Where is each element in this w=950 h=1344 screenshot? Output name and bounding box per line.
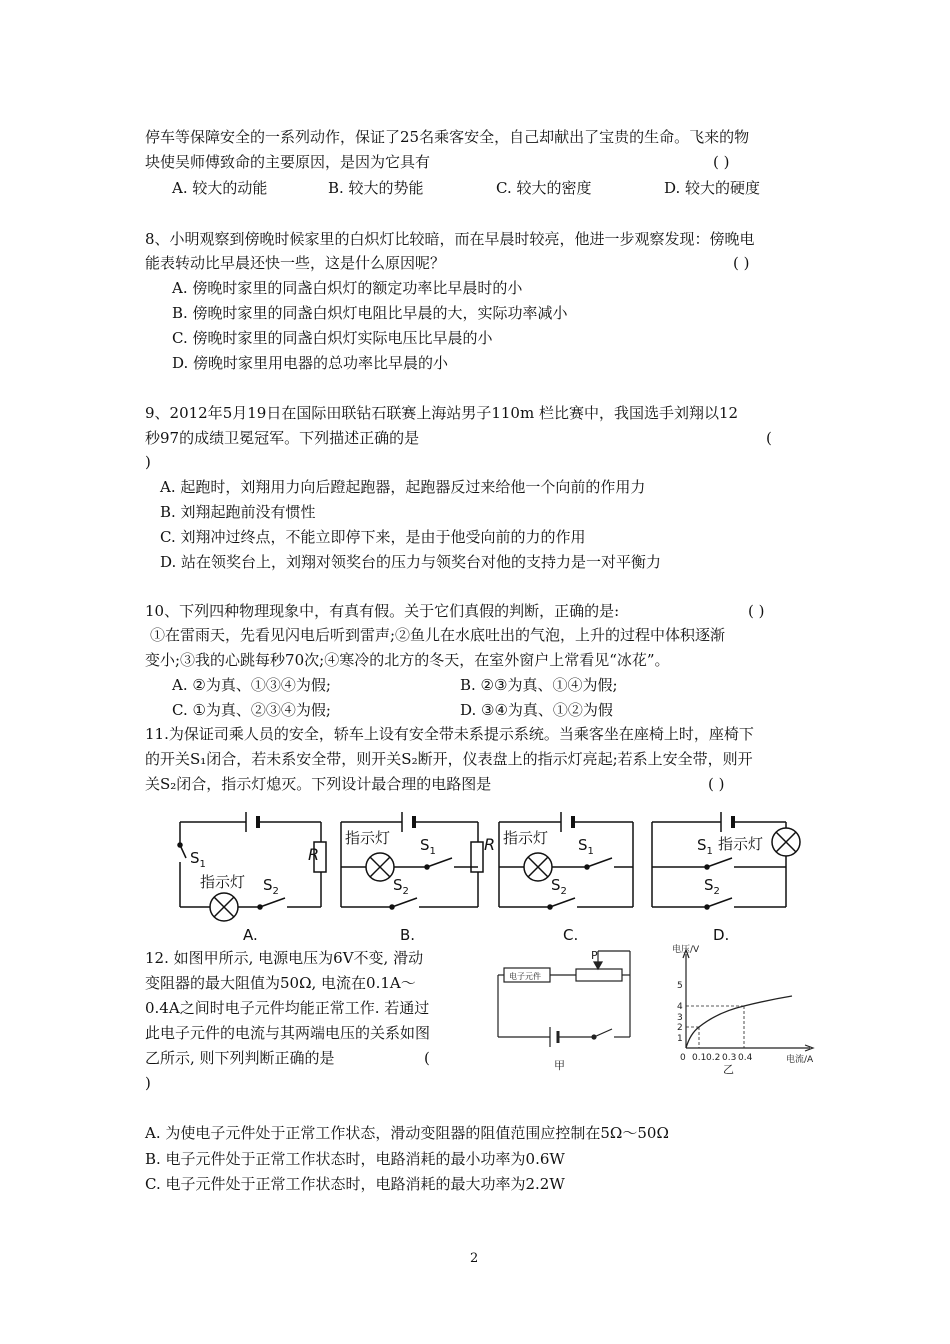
circuit-b-caption: B. bbox=[400, 926, 416, 944]
circuit-d bbox=[652, 812, 800, 909]
circuit-b-s2-label: $S_2$ bbox=[393, 876, 409, 897]
q10-option-c: C. ①为真、②③④为假; bbox=[172, 701, 331, 719]
q12-paren-close: ) bbox=[145, 1074, 151, 1092]
circuit-b-lamp-label: 指示灯 bbox=[345, 829, 391, 847]
circuit-b-s1-label: $S_1$ bbox=[420, 836, 436, 857]
circuit-a-r-label: R bbox=[308, 845, 320, 864]
q12-line3: 0.4A之间时电子元件均能正常工作. 若通过 bbox=[145, 999, 430, 1017]
q11-line3: 关S₂闭合，指示灯熄灭。下列设计最合理的电路图是 bbox=[145, 775, 492, 793]
q7-option-c: C. 较大的密度 bbox=[496, 179, 592, 197]
q12-electronic-element-label: 电子元件 bbox=[509, 972, 541, 981]
q12-option-c: C. 电子元件处于正常工作状态时，电路消耗的最大功率为2.2W bbox=[145, 1175, 565, 1193]
circuit-a-caption: A. bbox=[243, 926, 258, 944]
q9-line2: 秒97的成绩卫冕冠军。下列描述正确的是 bbox=[145, 429, 420, 447]
q8-answer-paren: ( ) bbox=[733, 254, 750, 272]
circuit-a-s2-label: $S_2$ bbox=[263, 876, 279, 897]
q9-line1: 9、2012年5月19日在国际田联钻石联赛上海站男子110m 栏比赛中，我国选手刘翔以12 bbox=[145, 404, 739, 422]
q7-answer-paren: ( ) bbox=[713, 153, 730, 171]
q9-paren-close: ) bbox=[145, 453, 151, 471]
q12-yi-ytick-3: 3 bbox=[677, 1013, 683, 1023]
circuit-c-s2-label: $S_2$ bbox=[551, 876, 567, 897]
q10-option-a: A. ②为真、①③④为假; bbox=[172, 676, 331, 694]
q11-answer-paren: ( ) bbox=[708, 775, 725, 793]
q12-yi-xtick-2: 0.2 bbox=[706, 1053, 721, 1063]
q9-option-d: D. 站在领奖台上，刘翔对领奖台的压力与领奖台对他的支持力是一对平衡力 bbox=[160, 553, 662, 571]
q12-option-b: B. 电子元件处于正常工作状态时，电路消耗的最小功率为0.6W bbox=[145, 1150, 565, 1168]
q7-option-b: B. 较大的势能 bbox=[328, 179, 424, 197]
q7-line2: 块使吴师傅致命的主要原因，是因为它具有 bbox=[145, 153, 431, 171]
circuit-d-s1-label: $S_1$ bbox=[697, 836, 713, 857]
q9-paren-open: ( bbox=[766, 429, 772, 447]
circuit-b bbox=[341, 812, 483, 909]
q12-yi-ytick-4: 4 bbox=[677, 1002, 683, 1012]
q12-slider-p-label: P bbox=[591, 949, 598, 962]
q9-option-a: A. 起跑时，刘翔用力向后蹬起跑器，起跑器反过来给他一个向前的作用力 bbox=[160, 478, 646, 496]
q11-line1: 11.为保证司乘人员的安全，轿车上设有安全带未系提示系统。当乘客坐在座椅上时，座椅下 bbox=[145, 725, 754, 743]
q8-line2: 能表转动比早晨还快一些，这是什么原因呢？ bbox=[145, 254, 446, 272]
q9-option-c: C. 刘翔冲过终点，不能立即停下来，是由于他受向前的力的作用 bbox=[160, 528, 586, 546]
q9-option-b: B. 刘翔起跑前没有惯性 bbox=[160, 503, 316, 521]
q12-line2: 变阻器的最大阻值为50Ω, 电流在0.1A～ bbox=[145, 974, 416, 992]
q12-yi-ytick-1: 1 bbox=[677, 1034, 683, 1044]
circuit-c-s1-label: $S_1$ bbox=[578, 836, 594, 857]
q12-figure-jia bbox=[488, 945, 648, 1075]
q12-yi-xlabel: 电流/A bbox=[786, 1055, 814, 1065]
q12-line4: 此电子元件的电流与其两端电压的关系如图 bbox=[145, 1024, 431, 1042]
q12-yi-xtick-0: 0 bbox=[680, 1053, 686, 1063]
circuit-c-lamp-label: 指示灯 bbox=[503, 829, 549, 847]
circuit-d-caption: D. bbox=[713, 926, 730, 944]
q12-yi-ytick-2: 2 bbox=[677, 1023, 683, 1033]
circuit-a-lamp-label: 指示灯 bbox=[200, 873, 246, 891]
q12-yi-xtick-3: 0.3 bbox=[722, 1053, 737, 1063]
q12-jia-caption: 甲 bbox=[554, 1059, 565, 1072]
q12-yi-ylabel: 电压/V bbox=[672, 945, 700, 955]
q10-line1: 10、下列四种物理现象中，有真有假。关于它们真假的判断，正确的是: bbox=[145, 602, 620, 620]
q8-option-c: C. 傍晚时家里的同盏白炽灯实际电压比早晨的小 bbox=[172, 329, 493, 347]
q10-option-b: B. ②③为真、①④为假; bbox=[460, 676, 618, 694]
q8-line1: 8、小明观察到傍晚时候家里的白炽灯比较暗，而在早晨时较亮，他进一步观察发现：傍晚电 bbox=[145, 230, 755, 248]
q8-option-b: B. 傍晚时家里的同盏白炽灯电阻比早晨的大，实际功率减小 bbox=[172, 304, 568, 322]
q8-option-a: A. 傍晚时家里的同盏白炽灯的额定功率比早晨时的小 bbox=[172, 279, 523, 297]
q12-yi-caption: 乙 bbox=[723, 1063, 734, 1075]
q12-paren-open: ( bbox=[424, 1049, 430, 1067]
q10-line2: ①在雷雨天，先看见闪电后听到雷声;②鱼儿在水底吐出的气泡，上升的过程中体积逐渐 bbox=[150, 626, 726, 644]
circuit-d-lamp-label: 指示灯 bbox=[718, 835, 764, 853]
q12-yi-xtick-4: 0.4 bbox=[738, 1053, 753, 1063]
circuit-b-r-label: R bbox=[484, 835, 496, 854]
circuit-c-caption: C. bbox=[563, 926, 579, 944]
q12-yi-ytick-5: 5 bbox=[677, 981, 683, 991]
q12-yi-xtick-1: 0.1 bbox=[692, 1053, 707, 1063]
q12-line1: 12. 如图甲所示, 电源电压为6V不变, 滑动 bbox=[145, 949, 424, 967]
q7-option-d: D. 较大的硬度 bbox=[664, 179, 761, 197]
circuit-d-s2-label: $S_2$ bbox=[704, 876, 720, 897]
circuit-a-s1-label: $S_1$ bbox=[190, 849, 206, 870]
page-number: 2 bbox=[470, 1251, 479, 1266]
q10-answer-paren: ( ) bbox=[748, 602, 765, 620]
q10-option-d: D. ③④为真、①②为假 bbox=[460, 701, 613, 719]
q11-circuit-diagrams bbox=[0, 800, 950, 960]
q12-line5: 乙所示, 则下列判断正确的是 bbox=[145, 1049, 335, 1067]
q11-line2: 的开关S₁闭合，若未系安全带，则开关S₂断开，仪表盘上的指示灯亮起;若系上安全带，则开 bbox=[145, 750, 753, 768]
q7-option-a: A. 较大的动能 bbox=[172, 179, 268, 197]
q12-option-a: A. 为使电子元件处于正常工作状态，滑动变阻器的阻值范围应控制在5Ω～50Ω bbox=[145, 1124, 669, 1142]
q12-figure-yi bbox=[668, 940, 818, 1075]
q8-option-d: D. 傍晚时家里用电器的总功率比早晨的小 bbox=[172, 354, 449, 372]
q10-line3: 变小;③我的心跳每秒70次;④寒冷的北方的冬天，在室外窗户上常看见“冰花”。 bbox=[145, 651, 670, 669]
q7-line1: 停车等保障安全的一系列动作，保证了25名乘客安全，自己却献出了宝贵的生命。飞来的物 bbox=[145, 128, 750, 146]
